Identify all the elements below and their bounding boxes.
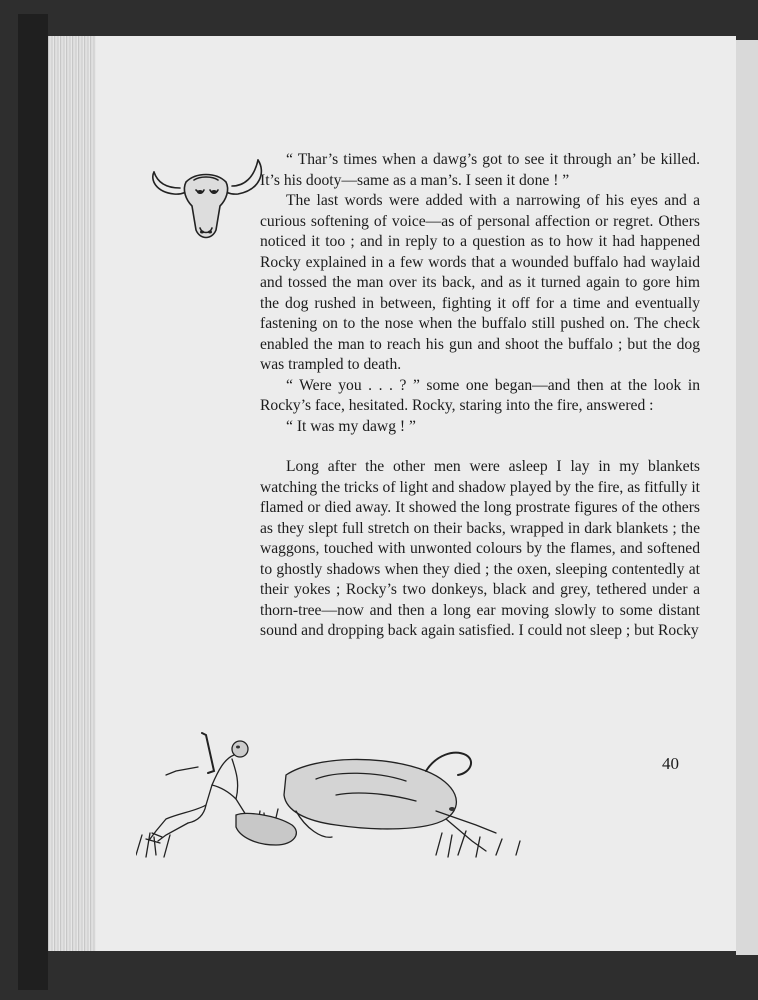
page-edges [48,36,96,951]
paragraph: “ It was my dawg ! ” [286,417,416,435]
buffalo-skull-illustration [146,150,266,250]
paragraph: “ Thar’s times when a dawg’s got to see it through an’ be killed. It’s his dooty—same as a man’s. I seen it done ! ” [260,151,700,189]
body-text [260,150,700,642]
page-number: 40 [662,754,679,773]
paragraph: “ Were you . . . ? ” some one began—and then at the look in Rocky’s face, hesitated. Rocky, staring into the fire, answered : [260,376,700,414]
adjacent-page-edge [736,40,758,955]
hunter-buffalo-illustration [136,715,536,865]
book-binding [18,14,48,990]
paragraph: The last words were added with a narrowing of his eyes and a curious softening of voice—as of personal affection or regret. Others noticed it too ; and in reply to a question as to how it had happened Rocky explained in a few words that a wounded buffalo had waylaid and tossed the man over its back, and as it turned again to gore him the dog rushed in between, fighting it off for a time and eventually fastening on to the nose when the buffalo still pushed on. The check enabled the man to reach his gun and shoot the buffalo ; but the dog was trampled to death. [260,192,700,373]
paragraph: Long after the other men were asleep I lay in my blankets watching the tricks of light and shadow played by the fire, as fitfully it flamed or died away. It showed the long prostrate figures of the others as they slept full stretch on their backs, wrapped in dark blankets ; the waggons, touched with unwonted colours by the flames, and softened to ghostly shadows when they died ; the oxen, sleeping contentedly at their yokes ; Rocky’s two donkeys, black and grey, tethered under a thorn-tree—now and then a long ear moving slowly to some distant sound and dropping back again satisfied. I could not sleep ; but Rocky [260,458,700,639]
